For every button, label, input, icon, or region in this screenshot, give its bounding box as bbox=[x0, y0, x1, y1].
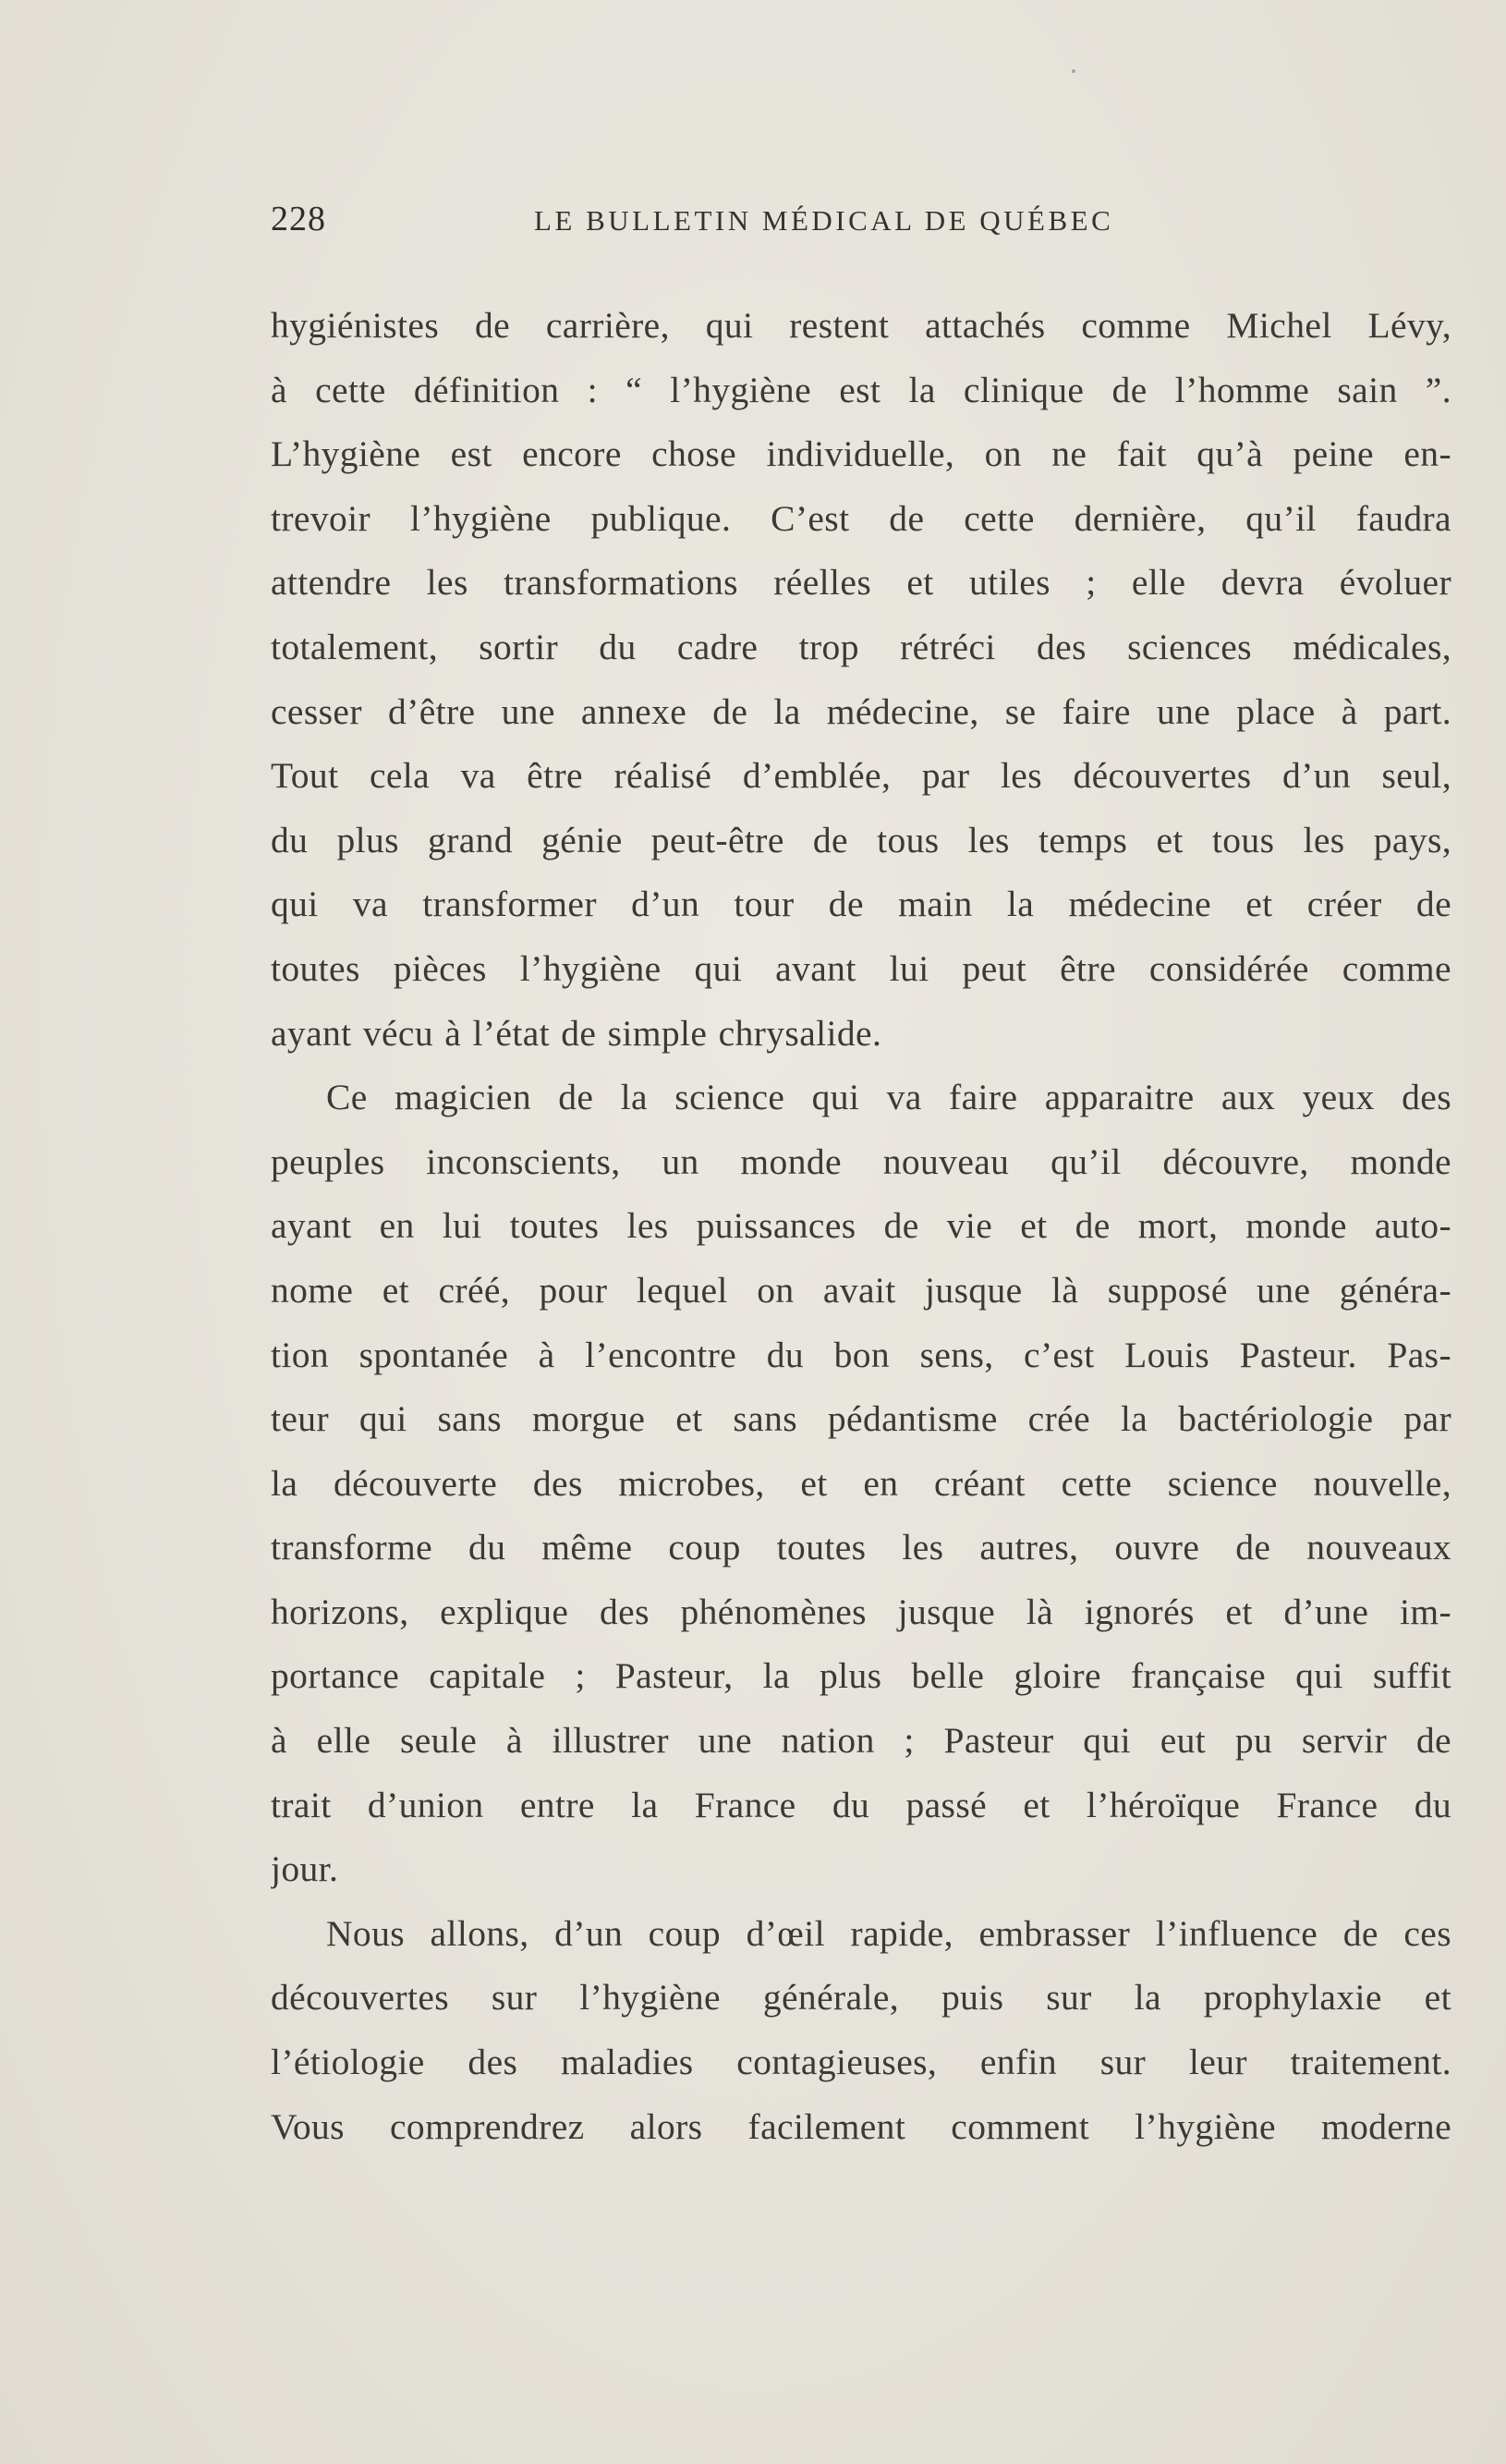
text-line: découvertes sur l’hygiène générale, puis sur la prophylaxie et bbox=[271, 1977, 1451, 2019]
text-line: Tout cela va être réalisé d’emblée, par les découvertes d’un seul, bbox=[271, 755, 1451, 797]
page-header bbox=[271, 199, 1189, 254]
text-line: ayant vécu à l’état de simple chrysalide. bbox=[271, 1012, 882, 1054]
text-line: L’hygiène est encore chose individuelle, on ne fait qu’à peine en- bbox=[271, 433, 1451, 475]
text-line: toutes pièces l’hygiène qui avant lui peut être considérée comme bbox=[271, 947, 1451, 989]
text-line: l’étiologie des maladies contagieuses, enfin sur leur traitement. bbox=[271, 2042, 1451, 2083]
text-line: attendre les transformations réelles et utiles ; elle devra évoluer bbox=[271, 562, 1451, 604]
text-line: transforme du même coup toutes les autres, ouvre de nouveaux bbox=[271, 1527, 1451, 1568]
text-line: horizons, explique des phénomènes jusque là ignorés et d’une im- bbox=[271, 1591, 1451, 1632]
text-line: Vous comprendrez alors facilement comment l’hygiène moderne bbox=[271, 2105, 1451, 2147]
text-line: du plus grand génie peut-être de tous les temps et tous les pays, bbox=[271, 819, 1451, 860]
text-line: qui va transformer d’un tour de main la médecine et créer de bbox=[271, 884, 1451, 925]
text-line: Ce magicien de la science qui va faire apparaitre aux yeux des bbox=[326, 1077, 1451, 1118]
page-number: 228 bbox=[271, 200, 326, 238]
text-line: trait d’union entre la France du passé et l’héroïque France du bbox=[271, 1784, 1451, 1825]
text-line: trevoir l’hygiène publique. C’est de cette dernière, qu’il faudra bbox=[271, 497, 1451, 539]
text-line: à cette définition : “ l’hygiène est la clinique de l’homme sain ”. bbox=[271, 369, 1451, 410]
text-line: nome et créé, pour lequel on avait jusque là supposé une généra- bbox=[271, 1269, 1451, 1311]
paper-speck bbox=[1072, 69, 1075, 73]
running-title: LE BULLETIN MÉDICAL DE QUÉBEC bbox=[534, 204, 1114, 237]
text-line: tion spontanée à l’encontre du bon sens, c’est Louis Pasteur. Pas- bbox=[271, 1334, 1451, 1375]
text-line: Nous allons, d’un coup d’œil rapide, embrasser l’influence de ces bbox=[326, 1912, 1451, 1954]
text-line: totalement, sortir du cadre trop rétréci des sciences médicales, bbox=[271, 626, 1451, 667]
text-line: teur qui sans morgue et sans pédantisme crée la bactériologie par bbox=[271, 1398, 1451, 1440]
text-line: portance capitale ; Pasteur, la plus belle gloire française qui suffit bbox=[271, 1655, 1451, 1697]
text-line: hygiénistes de carrière, qui restent attachés comme Michel Lévy, bbox=[271, 305, 1451, 346]
text-line: à elle seule à illustrer une nation ; Pasteur qui eut pu servir de bbox=[271, 1720, 1451, 1762]
text-line: jour. bbox=[271, 1848, 339, 1890]
text-line: la découverte des microbes, et en créant cette science nouvelle, bbox=[271, 1462, 1451, 1504]
text-line: cesser d’être une annexe de la médecine, se faire une place à part. bbox=[271, 690, 1451, 732]
body-text bbox=[271, 294, 1451, 2159]
text-line: ayant en lui toutes les puissances de vie et de mort, monde auto- bbox=[271, 1205, 1451, 1247]
text-line: peuples inconscients, un monde nouveau qu’il découvre, monde bbox=[271, 1141, 1451, 1182]
